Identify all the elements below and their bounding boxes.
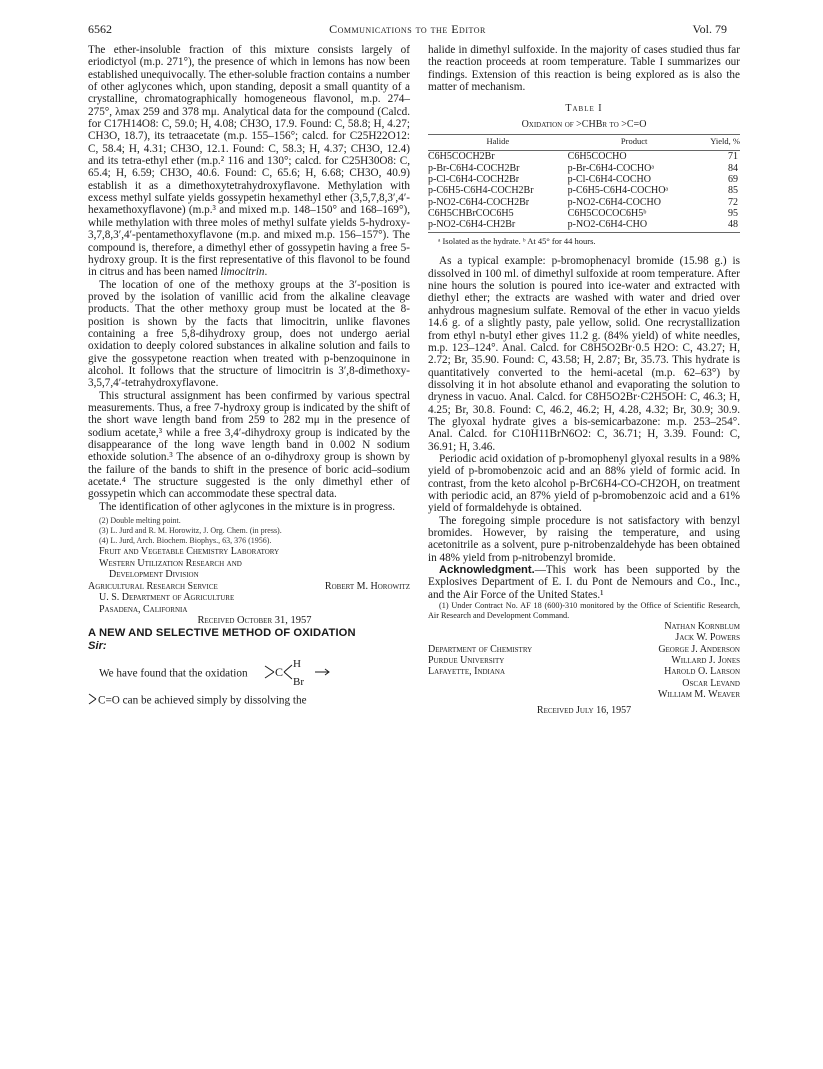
table-row [428, 197, 740, 208]
received-date: Received October 31, 1957 [197, 615, 312, 627]
column-header-product: Product [568, 135, 701, 151]
product-cell: p-C6H5-C6H4-COCHOᵃ [567, 185, 669, 197]
paragraph: halide in dimethyl sulfoxide. In the majority of cases studied thus far the reaction proceeds at room temperature. Table I summarizes our findings. Extension of this reaction is being explored as is also the matter of mechanism. [428, 44, 740, 94]
affiliation-line: Fruit and Vegetable Chemistry Laboratory [99, 546, 280, 558]
table-row [428, 151, 740, 163]
author-name: Harold O. Larson [664, 666, 740, 678]
halide-cell: p-NO2-C6H4-COCH2Br [428, 196, 530, 208]
compound-name: limocitrin [220, 266, 265, 279]
halide-cell: C6H5CHBrCOC6H5 [428, 207, 514, 219]
yield-cell: 48 [701, 219, 740, 233]
affiliation-line: Development Division [109, 569, 199, 581]
yield-cell: 72 [728, 196, 738, 208]
halide-cell: p-C6H5-C6H4-COCH2Br [428, 185, 534, 197]
affiliation-line: Western Utilization Research and [99, 557, 242, 569]
yield-cell: 71 [728, 151, 738, 163]
table-row [428, 174, 740, 185]
table-row [428, 163, 740, 174]
table-footnote: ᵃ Isolated as the hydrate. ᵇ At 45° for 44 hours. [438, 236, 596, 247]
table-header-row [428, 135, 740, 151]
column-header-halide: Halide [428, 135, 568, 151]
paragraph: This structural assignment has been confirmed by various spectral measurements. Thus, a free 7-hydroxy group is indicated by the shift of the short wave length band from 259 to 282 mμ in the presence of sodium acetate,³ while a free 3,4′-dihydroxy group is indicated by the disappearance of the long wave length band in 0.002 N sodium ethoxide solution.³ The absence of an o-dihydroxy group is shown by the failure of the bands to shift in the presence of boric acid–sodium acetate.⁴ The structure suggested is the only dimethyl ether of gossypetin which can accommodate these spectral data. [88, 389, 410, 501]
svg-text:H: H [293, 658, 302, 671]
affiliation-line: Agricultural Research Service [88, 580, 218, 592]
halide-cell: p-Cl-C6H4-COCH2Br [428, 173, 520, 185]
svg-text:C: C [275, 665, 284, 680]
product-cell: p-Cl-C6H4-COCHO [567, 173, 651, 185]
paragraph: The foregoing simple procedure is not satisfactory with benzyl bromides. However, by raising the temperature, and using acetonitrile as a solvent, pure p-nitrobenzaldehyde has been obtained in 48% yield from p-nitrobenzyl bromide. [428, 514, 740, 564]
affiliation-line: U. S. Department of Agriculture [99, 592, 235, 604]
paragraph-text: The ether-insoluble fraction of this mixture consists largely of eriodictyol (m.p. 271°), the presence of which in lemons has now been established unequivocally. The ether-soluble fraction contains a number of other aglycones which, upon standing, deposit a small quantity of a crystalline, chromatographically homogeneous flavonol, m.p. 274–275°, λmax 259 and 378 mμ. Analytical data for the compound (Calcd. for C17H14O8: C, 59.0; H, 4.08; CH3O, 17.9. Found: C, 58.8; H, 4.27; CH3O, 18.7), its tetraacetate (m.p. 155–156°; calcd. for C25H22O12: C, 58.4; H, 4.31; CH3O, 12.1. Found: C, 58.3; H, 4.37; CH3O, 12.4) and its tetra-ethyl ether (m.p.² 116 and 130°; calcd. for C25H30O8: C, 65.4; H, 6.59; CH3O, 40.6. Found: C, 65.6; H, 6.68; CH3O, 40.9) establish it as a dimethoxytetrahydroxyflavone. Methylation with excess methyl sulfate yields gossypetin hexamethyl ether (3,5,7,8,3′,4′-hexamethoxyflavone) (m.p.³ and mixed m.p. 148–150° and 168–169°), while methylation with three moles of methyl sulfate yields 5-hydroxy-3,7,8,3′,4′-pentamethoxyflavone (m.p. and mixed m.p. 156–157°). The compound is, therefore, a dimethyl ether of gossypetin having a free 5-hydroxy group. It is the first representative of this flavonol to be found in citrus and has been named [88, 44, 410, 279]
affiliation-line: Pasadena, California [99, 603, 188, 615]
paragraph: The ether-insoluble fraction of this mixture consists largely of eriodictyol (m.p. 271°), the presence of which in lemons has now been established unequivocally. The ether-soluble fraction contains a number of other aglycones which, upon standing, deposit a small quantity of a crystalline, chromatographically homogeneous flavonol, m.p. 274–275°, λmax 259 and 378 mμ. Analytical data for the compound (Calcd. for C17H14O8: C, 59.0; H, 4.08; CH3O, 17.9. Found: C, 58.8; H, 4.27; CH3O, 18.7), its tetraacetate (m.p. 155–156°; calcd. for C25H22O12: C, 58.4; H, 4.31; CH3O, 12.1. Found: C, 58.3; H, 4.37; CH3O, 12.4) and its tetra-ethyl ether (m.p.² 116 and 130°; calcd. for C25H30O8: C, 65.4; H, 6.59; CH3O, 40.6. Found: C, 65.6; H, 6.68; CH3O, 40.9) establish it as a dimethoxytetrahydroxyflavone. Methylation with excess methyl sulfate yields gossypetin hexamethyl ether (3,5,7,8,3′,4′-hexamethoxyflavone) (m.p.³ and mixed m.p. 148–150° and 168–169°), while methylation with three moles of methyl sulfate yields 5-hydroxy-3,7,8,3′,4′-pentamethoxyflavone (m.p. and mixed m.p. 156–157°). The compound is, therefore, a dimethyl ether of gossypetin having a free 5-hydroxy group. It is the first representative of this flavonol to be found in citrus and has been named limocitrin. [88, 44, 410, 279]
author-name: Oscar Levand [682, 677, 740, 689]
author-name: Willard J. Jones [671, 654, 740, 666]
product-cell: C6H5COCOC6H5ᵇ [567, 207, 647, 219]
table-row [428, 185, 740, 196]
footnote: (2) Double melting point. [99, 516, 181, 526]
table-row [428, 208, 740, 219]
table-title: Table I [565, 103, 603, 115]
page-header [88, 22, 727, 38]
paragraph: As a typical example: p-bromophenacyl bromide (15.98 g.) is dissolved in 100 ml. of dimethyl sulfoxide at room temperature. After nine hours the solution is poured into ice-water and extracted with diethyl ether; the extracts are washed with water and dried over anhydrous magnesium sulfate. Removal of the ether in vacuo yields 14.6 g. of a slightly pasty, pale yellow, solid. One recrystallization from ethyl n-butyl ether gives 11.2 g. (84% yield) of white needles, m.p. 123–124°. Anal. Calcd. for C8H5O2Br·0.5 H2O: C, 43.27; H, 2.72; Br, 35.90. Found: C, 43.58; H, 2.87; Br, 35.73. This hydrate is quantitatively converted to the hemi-acetal (m.p. 62–63°) by dissolving it in hot absolute ethanol and evaporating the solution to dryness in vacuo. Anal. Calcd. for C8H5O2Br·C2H5OH: C, 46.3; H, 4.25; Br, 30.8. Found: C, 46.2, 46.2; H, 4.28, 4.32; Br, 30.9; 30.9. The glyoxal hydrate gives a bis-semicarbazone: m.p. 253–254°. Anal. Calcd. for C10H11BrN6O2: C, 36.71; H, 3.39. Found: C, 36.91; H, 3.46. [428, 255, 740, 453]
chbr-structure-diagram [250, 657, 335, 691]
article-title: A NEW AND SELECTIVE METHOD OF OXIDATION [88, 627, 356, 640]
page-number: 6562 [88, 22, 112, 36]
halide-cell: p-Br-C6H4-COCH2Br [428, 162, 520, 174]
paragraph-text: C=O can be achieved simply by dissolving the [98, 694, 307, 707]
author-name: Jack W. Powers [675, 632, 740, 644]
product-cell: p-NO2-C6H4-CHO [568, 219, 701, 233]
paragraph: The location of one of the methoxy groups at the 3′-position is proved by the isolation of vanillic acid from the alkaline cleavage products. That the other methoxy group must be located at the 8-position is shown by the facts that limocitrin, unlike flavones containing a free 5,8-dihydroxy group, does not undergo aerial oxidation to deeply colored substances in alkaline solution and fails to give the gossypetone reaction when treated with p-benzoquinone in alcohol. It follows that the structure of limocitrin is 3′,8-dimethoxy-3,5,7,4′-tetrahydroxyflavone. [88, 278, 410, 390]
institution-address [428, 644, 532, 678]
author-name: George J. Anderson [658, 643, 740, 655]
halide-cell: p-NO2-C6H4-CH2Br [428, 219, 568, 233]
received-date: Received July 16, 1957 [536, 704, 632, 716]
right-column [428, 44, 740, 717]
halide-cell: C6H5COCH2Br [428, 151, 495, 163]
yield-cell: 85 [728, 185, 738, 197]
paragraph [88, 657, 410, 691]
paragraph: The identification of other aglycones in the mixture is in progress. [99, 500, 396, 513]
acknowledgment-text: —This work has been supported by the Explosives Department of E. I. du Pont de Nemours and Co., Inc., and the Air Force of the United States.¹ [428, 564, 740, 601]
table-row [428, 219, 740, 233]
address-line: Lafayette, Indiana [428, 666, 506, 678]
table-subtitle: Oxidation of >CHBr to >C=O [521, 118, 647, 130]
yield-cell: 84 [728, 162, 738, 174]
author-list [658, 644, 740, 700]
paragraph [88, 692, 410, 709]
footnote: (3) L. Jurd and R. M. Horowitz, J. Org. Chem. (in press). [99, 526, 282, 536]
footnote: (1) Under Contract No. AF 18 (600)-310 monitored by the Office of Scientific Research, Air Research and Development Command. [428, 601, 740, 621]
column-header-yield: Yield, % [701, 135, 740, 151]
yield-cell: 95 [728, 207, 738, 219]
carbonyl-bond-mark [88, 692, 98, 709]
product-cell: C6H5COCHO [567, 151, 627, 163]
volume-label: Vol. 79 [692, 22, 727, 36]
salutation: Sir: [88, 640, 107, 653]
author-name: Robert M. Horowitz [324, 580, 410, 592]
author-name: Nathan Kornblum [664, 621, 740, 633]
product-cell: p-NO2-C6H4-COCHO [567, 196, 661, 208]
address-block [428, 644, 740, 702]
address-line: Purdue University [428, 654, 505, 666]
results-table [428, 134, 740, 233]
paragraph [428, 564, 740, 601]
paragraph: Periodic acid oxidation of p-bromophenyl glyoxal results in a 98% yield of p-bromobenzoic acid and an 88% yield of formic acid. In contrast, from the keto alcohol p-BrC6H4-CO-CH2OH, on treatment with periodic acid, an 87% yield of p-bromobenzoic acid and a 61% yield of formaldehyde is obtained. [428, 452, 740, 515]
svg-text:Br: Br [293, 676, 305, 688]
product-cell: p-Br-C6H4-COCHOᵃ [567, 162, 655, 174]
running-title: Communications to the Editor [329, 22, 486, 36]
author-name: William M. Weaver [657, 688, 740, 700]
address-line: Department of Chemistry [428, 643, 533, 655]
affiliation-author-row [88, 581, 410, 593]
acknowledgment-heading: Acknowledgment. [439, 564, 535, 577]
footnote: (4) L. Jurd, Arch. Biochem. Biophys., 63, 376 (1956). [99, 536, 272, 546]
left-column [88, 44, 410, 709]
yield-cell: 69 [728, 173, 738, 185]
paragraph-text: We have found that the oxidation [99, 667, 248, 680]
